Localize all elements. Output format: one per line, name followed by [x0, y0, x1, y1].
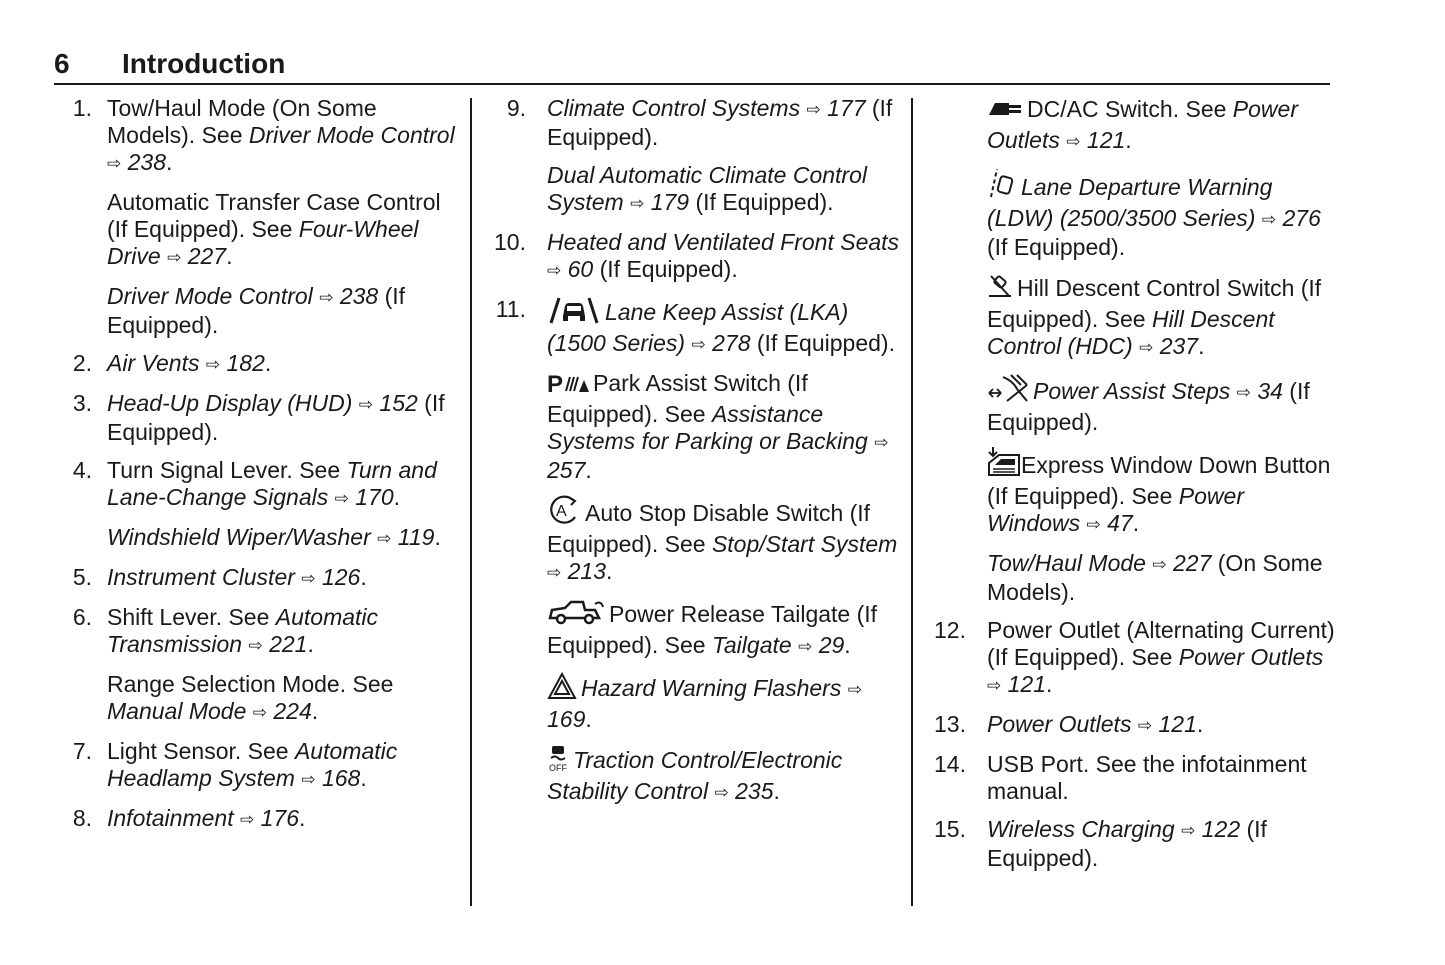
list-item: 1. Tow/Haul Mode (On Some Models). See Driver Mode Control ⇨ 238.	[60, 95, 460, 178]
list-item: 12. Power Outlet (Alternating Current) (If Equipped). See Power Outlets ⇨ 121.	[930, 617, 1335, 700]
cross-reference[interactable]: Instrument Cluster	[107, 564, 295, 590]
list-item: 11. Lane Keep Assist (LKA) (1500 Series) ⇨ 278 (If Equipped).	[490, 296, 902, 359]
cross-reference[interactable]: Automatic Headlamp System	[107, 738, 398, 791]
list-subitem: Dual Automatic Climate Control System ⇨ 179 (If Equipped).	[547, 162, 867, 215]
page-ref-arrow-icon: ⇨	[806, 100, 821, 119]
svg-text:OFF: OFF	[549, 763, 567, 772]
page-ref-arrow-icon: ⇨	[987, 676, 1002, 695]
page-number: 6	[54, 48, 70, 79]
lane-keep-assist-icon	[547, 296, 601, 330]
list-item: 15. Wireless Charging ⇨ 122 (If Equipped).	[930, 816, 1335, 872]
list-item: 7. Light Sensor. See Automatic Headlamp System ⇨ 168.	[60, 738, 460, 794]
list-item: 6. Shift Lever. See Automatic Transmission ⇨ 221.	[60, 604, 460, 660]
hill-descent-icon	[987, 272, 1013, 306]
item-number: 2.	[72, 350, 92, 376]
page-ref-arrow-icon: ⇨	[107, 154, 122, 173]
cross-reference[interactable]: Power Windows	[987, 483, 1244, 536]
column-divider	[470, 98, 472, 906]
page-ref-arrow-icon: ⇨	[630, 194, 645, 213]
page-ref-arrow-icon: ⇨	[377, 529, 392, 548]
item-number: 9.	[506, 95, 526, 121]
item-number: 3.	[72, 390, 92, 416]
page-ref-arrow-icon: ⇨	[358, 395, 374, 414]
page-ref-arrow-icon: ⇨	[874, 433, 889, 452]
list-subitem: Range Selection Mode. See Manual Mode ⇨ 224.	[107, 671, 394, 724]
cross-reference[interactable]: Dual Automatic Climate Control System	[547, 162, 867, 215]
list-subitem: DC/AC Switch. See Power Outlets ⇨ 121.	[987, 96, 1298, 153]
cross-reference[interactable]: Infotainment	[107, 805, 234, 831]
column-divider	[911, 98, 913, 906]
cross-reference[interactable]: Hazard Warning Flashers	[581, 675, 842, 701]
list-item: 2. Air Vents ⇨ 182.	[60, 350, 460, 379]
cross-reference[interactable]: Air Vents	[107, 350, 200, 376]
lane-departure-icon	[987, 167, 1017, 205]
list-subitem: Express Window Down Button (If Equipped). See Power Windows ⇨ 47.	[930, 447, 1335, 539]
list-item: 10. Heated and Ventilated Front Seats ⇨ 60 (If Equipped).	[490, 229, 902, 285]
item-number: 15.	[934, 816, 966, 842]
column-1	[60, 95, 460, 845]
page-ref-arrow-icon: ⇨	[334, 489, 349, 508]
page-ref-arrow-icon: ⇨	[301, 569, 316, 588]
cross-reference[interactable]: Lane Departure Warning (LDW) (2500/3500 Series)	[987, 174, 1273, 231]
cross-reference[interactable]: Power Outlets	[1178, 644, 1324, 670]
cross-reference[interactable]: Turn and Lane-Change Signals	[107, 457, 437, 510]
cross-reference[interactable]: Tailgate	[711, 632, 792, 658]
page-ref-arrow-icon: ⇨	[1066, 132, 1081, 151]
page-header	[54, 46, 1330, 85]
list-subitem: Tow/Haul Mode ⇨ 227 (On Some Models).	[987, 550, 1323, 605]
list-subitem: Lane Departure Warning (LDW) (2500/3500 Series) ⇨ 276 (If Equipped).	[930, 167, 1335, 261]
list-subitem: Hill Descent Control Switch (If Equipped). See Hill Descent Control (HDC) ⇨ 237.	[930, 272, 1335, 362]
cross-reference[interactable]: Manual Mode	[107, 698, 247, 724]
page-ref-arrow-icon: ⇨	[1152, 555, 1167, 574]
page-ref-arrow-icon: ⇨	[691, 335, 706, 354]
item-number: 8.	[72, 805, 92, 831]
list-item: 14. USB Port. See the infotainment manual.	[930, 751, 1335, 805]
cross-reference[interactable]: Power Outlets	[987, 711, 1132, 737]
cross-reference[interactable]: Lane Keep Assist (LKA) (1500 Series)	[547, 299, 849, 356]
list-subitem: P Park Assist Switch (If Equipped). See Assistance Systems for Parking or Backing ⇨ 257.	[547, 370, 889, 483]
list-item: 4. Turn Signal Lever. See Turn and Lane-Change Signals ⇨ 170.	[60, 457, 460, 513]
list-subitem: Power Release Tailgate (If Equipped). See Tailgate ⇨ 29.	[490, 598, 902, 661]
park-assist-icon	[547, 371, 589, 401]
list-subitem: Power Assist Steps ⇨ 34 (If Equipped).	[930, 373, 1335, 436]
item-number: 1.	[72, 95, 92, 121]
page-ref-arrow-icon: ⇨	[301, 770, 316, 789]
cross-reference[interactable]: Heated and Ventilated Front Seats	[547, 229, 900, 255]
item-number: 10.	[494, 229, 526, 255]
cross-reference[interactable]: Head-Up Display (HUD)	[107, 390, 353, 416]
item-number: 7.	[72, 738, 92, 764]
page-ref-arrow-icon: ⇨	[798, 637, 813, 656]
page-ref-arrow-icon: ⇨	[205, 355, 221, 374]
page-title: Introduction	[122, 48, 286, 79]
page-ref-arrow-icon: ⇨	[167, 248, 182, 267]
hazard-icon	[547, 672, 577, 706]
cross-reference[interactable]: Driver Mode Control	[248, 122, 455, 148]
cross-reference[interactable]: Traction Control/Electronic Stability Control	[547, 747, 843, 804]
cross-reference[interactable]: Four-Wheel Drive	[107, 216, 419, 269]
page-ref-arrow-icon: ⇨	[714, 783, 729, 802]
page-ref-arrow-icon: ⇨	[1139, 338, 1154, 357]
page-ref-arrow-icon: ⇨	[1236, 383, 1251, 402]
list-subitem: Driver Mode Control ⇨ 238 (If Equipped).	[107, 283, 406, 338]
list-item: 5. Instrument Cluster ⇨ 126.	[60, 564, 460, 593]
list-item: 3. Head-Up Display (HUD) ⇨ 152 (If Equipped).	[60, 390, 460, 446]
page-ref-arrow-icon: ⇨	[239, 810, 255, 829]
cross-reference[interactable]: Hill Descent Control (HDC)	[987, 306, 1275, 359]
svg-text:P: P	[547, 371, 564, 395]
cross-reference[interactable]: Tow/Haul Mode	[987, 550, 1146, 576]
svg-text:A: A	[556, 503, 567, 520]
page-ref-arrow-icon: ⇨	[547, 563, 562, 582]
list-subitem: OFF Traction Control/Electronic Stability Control ⇨ 235.	[490, 744, 902, 807]
power-steps-icon	[987, 373, 1029, 409]
page-ref-arrow-icon: ⇨	[248, 636, 263, 655]
page-ref-arrow-icon: ⇨	[1137, 716, 1153, 735]
page-ref-arrow-icon: ⇨	[319, 288, 334, 307]
cross-reference[interactable]: Automatic Transmission	[107, 604, 379, 657]
list-subitem: A Auto Stop Disable Switch (If Equipped). See Stop/Start System ⇨ 213.	[490, 495, 902, 587]
page-ref-arrow-icon: ⇨	[547, 261, 562, 280]
cross-reference[interactable]: Climate Control Systems	[547, 95, 801, 121]
column-3	[930, 95, 1335, 883]
list-subitem: Windshield Wiper/Washer ⇨ 119.	[107, 524, 441, 550]
tailgate-icon	[547, 598, 605, 632]
item-number: 12.	[934, 617, 966, 643]
item-number: 6.	[72, 604, 92, 630]
express-window-icon	[987, 447, 1021, 483]
page-ref-arrow-icon: ⇨	[847, 680, 862, 699]
list-item: 8. Infotainment ⇨ 176.	[60, 805, 460, 834]
cross-reference[interactable]: Power Assist Steps	[1033, 378, 1231, 404]
item-number: 11.	[495, 296, 526, 322]
item-number: 14.	[934, 751, 966, 777]
list-subitem: Automatic Transfer Case Control (If Equipped). See Four-Wheel Drive ⇨ 227.	[107, 189, 441, 269]
item-number: 13.	[934, 711, 966, 737]
dc-ac-switch-icon	[987, 95, 1023, 127]
item-number: 5.	[72, 564, 92, 590]
list-item: 13. Power Outlets ⇨ 121.	[930, 711, 1335, 740]
page-ref-arrow-icon: ⇨	[1086, 515, 1101, 534]
page-ref-arrow-icon: ⇨	[252, 703, 267, 722]
page-ref-arrow-icon: ⇨	[1261, 210, 1277, 229]
cross-reference[interactable]: Wireless Charging	[987, 816, 1175, 842]
auto-stop-icon	[547, 495, 581, 531]
cross-reference[interactable]: Stop/Start System	[711, 531, 898, 557]
cross-reference[interactable]: Power Outlets	[987, 96, 1298, 153]
list-item: 9. Climate Control Systems ⇨ 177 (If Equipped).	[490, 95, 902, 151]
traction-control-off-icon	[547, 744, 569, 778]
cross-reference[interactable]: Driver Mode Control	[107, 283, 313, 309]
item-number: 4.	[72, 457, 92, 483]
list-subitem: Hazard Warning Flashers ⇨ 169.	[490, 672, 902, 733]
cross-reference[interactable]: Assistance Systems for Parking or Backing	[547, 401, 868, 454]
cross-reference[interactable]: Windshield Wiper/Washer	[107, 524, 371, 550]
page-ref-arrow-icon: ⇨	[1181, 821, 1196, 840]
column-2	[490, 95, 902, 818]
